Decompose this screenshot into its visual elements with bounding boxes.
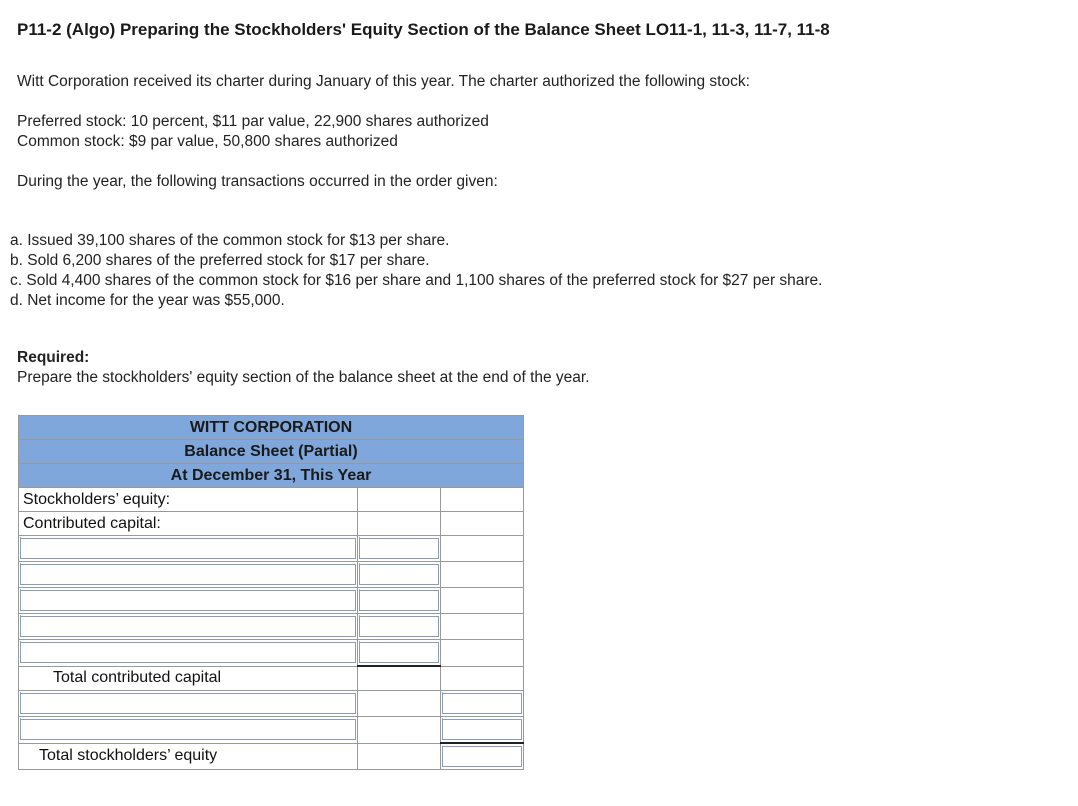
- statement-date: At December 31, This Year: [19, 464, 524, 488]
- amount-input-5[interactable]: [359, 642, 439, 663]
- transaction-list: [10, 231, 823, 311]
- table-row: [19, 717, 524, 744]
- transaction-a: a. Issued 39,100 shares of the common stock for $13 per share.: [10, 232, 450, 249]
- amount-input-4[interactable]: [359, 616, 439, 637]
- total-equity-label: Total stockholders’ equity: [19, 743, 358, 770]
- account-name-input-4[interactable]: [20, 616, 356, 637]
- total-equity-input[interactable]: [442, 746, 522, 767]
- table-row: [19, 512, 524, 536]
- intro-text: Witt Corporation received its charter during January of this year. The charter authorized the following stock:: [17, 73, 750, 90]
- account-name-input-6[interactable]: [20, 693, 356, 714]
- common-stock-text: Common stock: $9 par value, 50,800 shares authorized: [17, 133, 398, 150]
- balance-sheet-table: [18, 415, 524, 770]
- table-row: [19, 691, 524, 717]
- transaction-b: b. Sold 6,200 shares of the preferred stock for $17 per share.: [10, 252, 430, 269]
- amount-input-2[interactable]: [359, 564, 439, 585]
- required-label: Required:: [17, 349, 90, 366]
- problem-title: P11-2 (Algo) Preparing the Stockholders' Equity Section of the Balance Sheet LO11-1, 11-3, 11-7, 11-8: [17, 20, 830, 39]
- table-row: [19, 743, 524, 770]
- table-row: [19, 640, 524, 667]
- transaction-d: d. Net income for the year was $55,000.: [10, 292, 285, 309]
- transactions-intro: During the year, the following transactions occurred in the order given:: [17, 173, 498, 190]
- total-contributed-label: Total contributed capital: [19, 666, 358, 691]
- account-name-input-3[interactable]: [20, 590, 356, 611]
- required-text: Prepare the stockholders' equity section of the balance sheet at the end of the year.: [17, 369, 590, 386]
- preferred-stock-text: Preferred stock: 10 percent, $11 par value, 22,900 shares authorized: [17, 113, 489, 130]
- transaction-c: c. Sold 4,400 shares of the common stock for $16 per share and 1,100 shares of the preferred stock for $27 per share.: [10, 272, 823, 289]
- amount-input-1[interactable]: [359, 538, 439, 559]
- table-row: [19, 614, 524, 640]
- company-name: WITT CORPORATION: [19, 416, 524, 440]
- account-name-input-1[interactable]: [20, 538, 356, 559]
- amount-input-3[interactable]: [359, 590, 439, 611]
- table-row: [19, 562, 524, 588]
- account-name-input-7[interactable]: [20, 719, 356, 740]
- total-amount-input-1[interactable]: [442, 693, 522, 714]
- table-row: [19, 666, 524, 691]
- table-row: [19, 488, 524, 512]
- table-row: [19, 536, 524, 562]
- stockholders-equity-label: Stockholders’ equity:: [19, 488, 358, 512]
- statement-name: Balance Sheet (Partial): [19, 440, 524, 464]
- total-amount-input-2[interactable]: [442, 719, 522, 740]
- account-name-input-5[interactable]: [20, 642, 356, 663]
- account-name-input-2[interactable]: [20, 564, 356, 585]
- contributed-capital-label: Contributed capital:: [19, 512, 358, 536]
- table-row: [19, 588, 524, 614]
